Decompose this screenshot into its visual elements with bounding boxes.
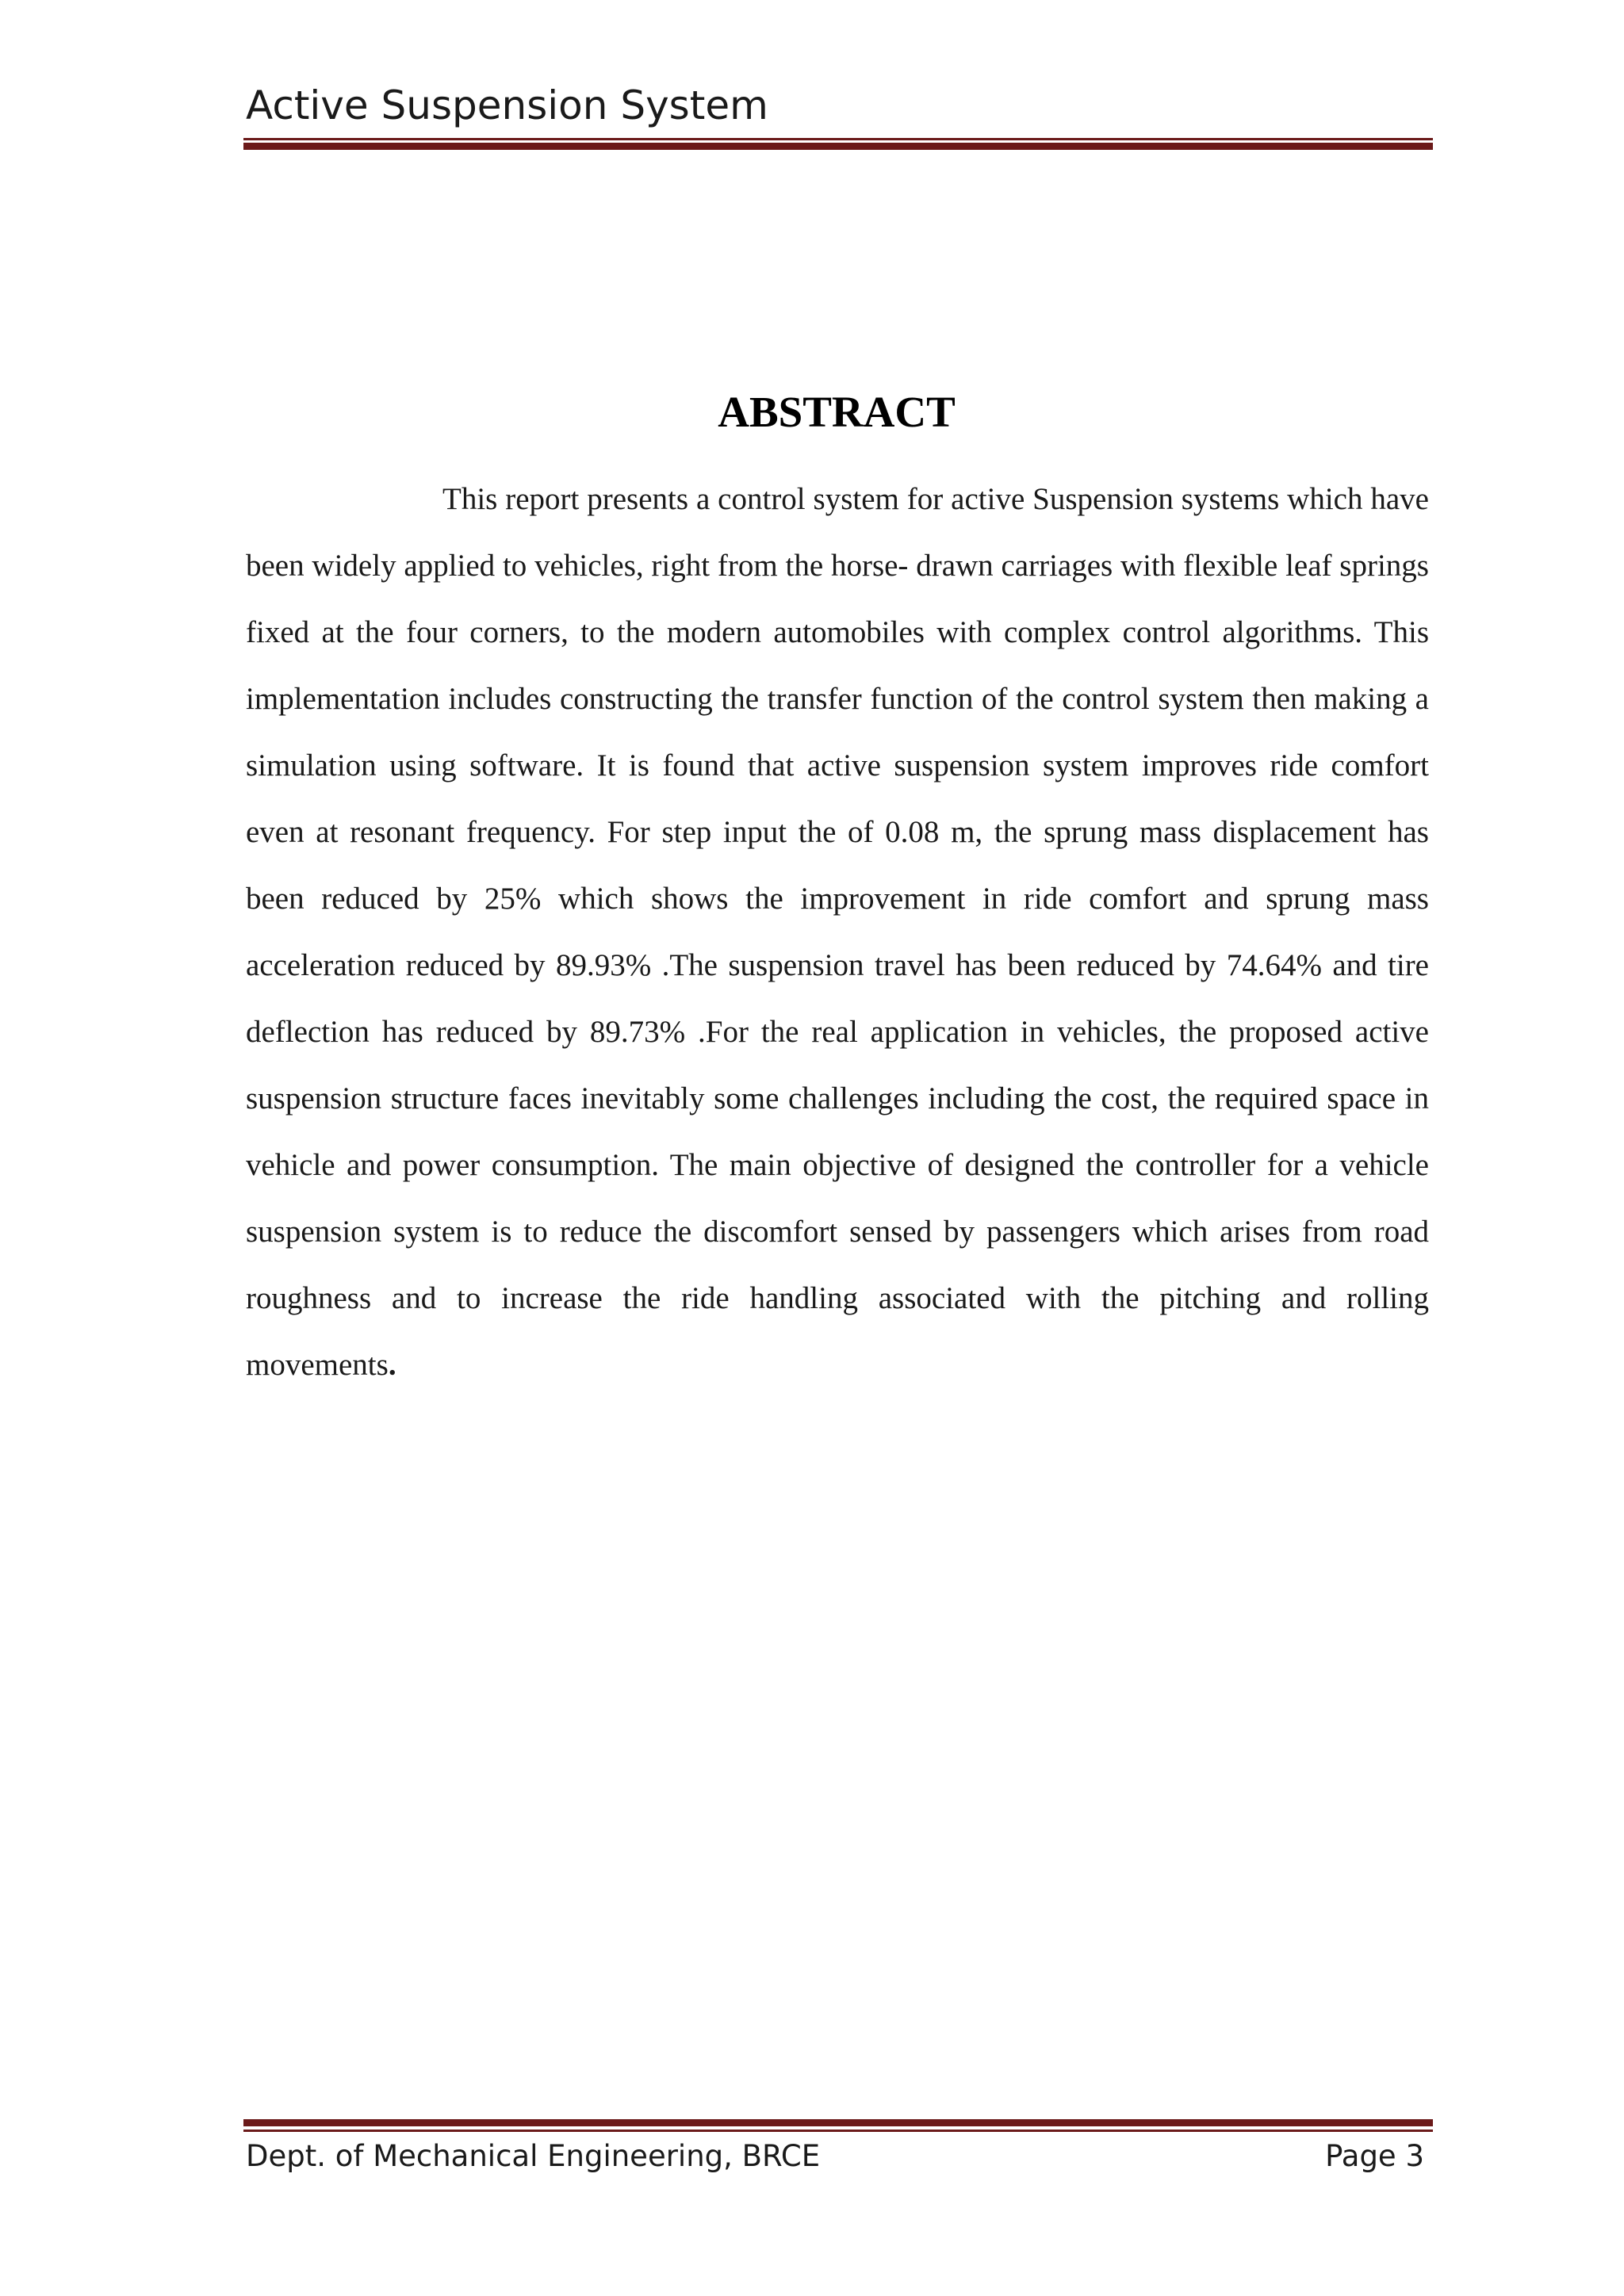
footer-department: Dept. of Mechanical Engineering, BRCE	[246, 2139, 821, 2173]
header-rule-thick	[243, 143, 1433, 150]
footer-rule-thick	[243, 2119, 1433, 2126]
header-rule-thin	[243, 138, 1433, 140]
footer-rule-thin	[243, 2130, 1433, 2132]
abstract-body	[246, 466, 1429, 1399]
footer-page-number: Page 3	[1325, 2139, 1424, 2173]
abstract-final-period: .	[388, 1348, 396, 1382]
running-header-title: Active Suspension System	[246, 82, 768, 128]
abstract-heading: ABSTRACT	[718, 388, 956, 436]
abstract-body-text: This report presents a control system for active Suspension systems which have been widely applied to vehicles, right from the horse- drawn carriages with flexible leaf springs fixed at the four corners, to the modern automobiles with complex control algorithms. This implementation includes constructing the transfer function of the control system then making a simulation using software. It is found that active suspension system improves ride comfort even at resonant frequency. For step input the of 0.08 m, the sprung mass displacement has been reduced by 25% which shows the improvement in ride comfort and sprung mass acceleration reduced by 89.93% .The suspension travel has been reduced by 74.64% and tire deflection has reduced by 89.73% .For the real application in vehicles, the proposed active suspension structure faces inevitably some challenges including the cost, the required space in vehicle and power consumption. The main objective of designed the controller for a vehicle suspension system is to reduce the discomfort sensed by passengers which arises from road roughness and to increase the ride handling associated with the pitching and rolling movements	[246, 482, 1429, 1382]
